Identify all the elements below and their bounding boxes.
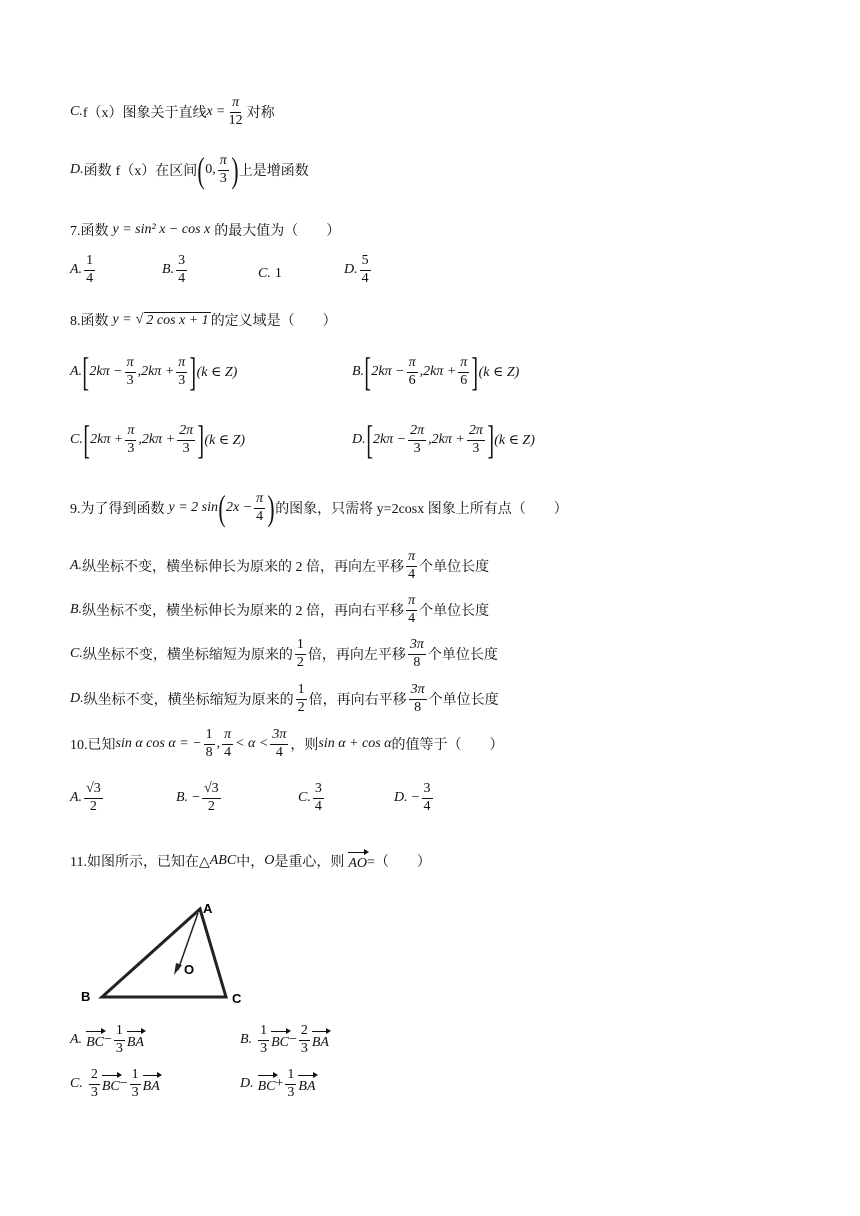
fraction-numerator: π xyxy=(230,96,241,113)
math-text: A. xyxy=(70,1032,83,1048)
fraction xyxy=(299,1024,310,1056)
math-text: 个单位长度 xyxy=(419,604,490,620)
q11-option-a xyxy=(70,1024,144,1056)
bracket: ] xyxy=(189,349,197,394)
fraction-denominator: 12 xyxy=(228,112,243,128)
math-text: (k ∈ Z) xyxy=(478,364,520,380)
q9-option-c xyxy=(70,638,498,670)
vector: BA xyxy=(312,1029,329,1051)
fraction xyxy=(467,424,485,456)
paren: ) xyxy=(267,488,275,528)
q7-stem xyxy=(70,220,340,240)
fraction-numerator: 1 xyxy=(258,1024,269,1041)
option-text: 函数 xyxy=(83,164,112,179)
stem-text: 8.函数 xyxy=(70,314,109,329)
math-text: (k ∈ Z) xyxy=(494,432,535,448)
fraction-numerator: 2 xyxy=(299,1024,310,1041)
fraction-denominator: 3 xyxy=(219,170,227,186)
fraction xyxy=(422,782,433,814)
fraction xyxy=(84,254,95,286)
math-text: 2kπ − xyxy=(89,364,123,379)
fraction-denominator: 3 xyxy=(413,440,421,456)
math-text: − xyxy=(103,1032,112,1048)
vector: BC xyxy=(86,1029,104,1051)
q9-stem xyxy=(70,490,568,526)
fraction-numerator: 1 xyxy=(84,254,95,271)
stem-text: 10.已知 xyxy=(70,738,116,754)
fraction-denominator: 3 xyxy=(300,1040,308,1056)
paren-left: ( xyxy=(197,150,205,190)
math-text: C. xyxy=(258,266,271,281)
option-text: f（x）图象关于直线 xyxy=(82,106,207,122)
math-text: A. xyxy=(70,790,83,806)
fraction xyxy=(313,782,324,814)
math-text: 纵坐标不变，横坐标缩短为原来的 xyxy=(83,693,294,709)
bracket: ] xyxy=(487,417,494,462)
fraction xyxy=(295,638,306,670)
math-text: B. xyxy=(162,262,175,278)
math-text: < α < xyxy=(235,736,269,752)
fraction-denominator: 3 xyxy=(115,1040,123,1056)
q11-option-d xyxy=(240,1068,316,1100)
fraction-denominator: 2 xyxy=(297,699,305,715)
fraction-denominator: 2 xyxy=(207,798,215,814)
fraction-denominator: 8 xyxy=(414,699,422,715)
fraction-denominator: 3 xyxy=(287,1084,295,1100)
fraction xyxy=(222,728,233,760)
fraction-denominator: 2 xyxy=(296,654,304,670)
expression-y: y = xyxy=(112,312,132,327)
stem-text: 11.如图所示，已知在△ xyxy=(70,855,210,870)
math-text: 个单位长度 xyxy=(427,648,498,664)
expression-inner: 2x − xyxy=(226,500,253,515)
fraction-numerator: π xyxy=(406,594,417,611)
fraction xyxy=(125,424,136,456)
q6-option-c xyxy=(70,96,275,128)
label-b: B xyxy=(81,989,91,1004)
fraction xyxy=(407,356,418,388)
bracket: [ xyxy=(364,349,372,394)
q7-option-b xyxy=(162,254,189,286)
bracket: [ xyxy=(365,417,373,462)
stem-text: 7.函数 xyxy=(70,224,109,239)
fraction-denominator: 4 xyxy=(423,798,431,814)
math-text: B. xyxy=(176,790,189,806)
fraction-numerator: π xyxy=(458,356,469,373)
fraction-denominator: 4 xyxy=(314,798,322,814)
vector: BA xyxy=(298,1073,315,1095)
fraction-numerator: π xyxy=(176,356,187,373)
math-text: O xyxy=(264,853,275,868)
q10-option-d xyxy=(394,782,435,814)
q7-option-c xyxy=(258,266,282,282)
fraction-numerator: √3 xyxy=(202,782,221,799)
paren: ( xyxy=(218,488,226,528)
fraction xyxy=(125,356,136,388)
fraction xyxy=(360,254,371,286)
fraction xyxy=(218,154,229,186)
triangle-figure xyxy=(70,895,260,1010)
math-text: B. xyxy=(240,1032,253,1048)
expression: y = sin² x − cos x xyxy=(112,222,211,237)
math-text: 2kπ + xyxy=(90,432,124,447)
fraction xyxy=(89,1068,100,1100)
fraction-denominator: 3 xyxy=(131,1084,139,1100)
fraction-numerator: 1 xyxy=(130,1068,141,1085)
q9-option-d xyxy=(70,683,499,715)
math-text: ,2kπ + xyxy=(137,364,175,379)
math-text: 中， xyxy=(236,855,265,870)
stem-text-post: 的图象，只需将 y=2cosx 图象上所有点（ ） xyxy=(275,502,568,517)
math-text: − xyxy=(119,1076,128,1092)
fraction-numerator: 2 xyxy=(89,1068,100,1085)
math-text: D. xyxy=(394,790,408,806)
fraction xyxy=(204,728,215,760)
fraction-denominator: 8 xyxy=(205,744,213,760)
option-text-post: 上是增函数 xyxy=(238,164,309,179)
expression: sin α cos α = − xyxy=(115,736,202,752)
fraction xyxy=(408,424,426,456)
math-text: (k ∈ Z) xyxy=(196,364,238,380)
fraction-denominator: 4 xyxy=(256,508,264,524)
fraction xyxy=(177,424,195,456)
q10-option-a xyxy=(70,782,105,814)
math-text: 个单位长度 xyxy=(419,560,490,576)
fraction xyxy=(176,254,187,286)
fraction-numerator: 2π xyxy=(467,424,485,441)
math-text: C. xyxy=(298,790,311,806)
fraction xyxy=(458,356,469,388)
triangle-abc xyxy=(102,909,226,997)
math-text: ,2kπ + xyxy=(428,432,465,447)
fraction xyxy=(406,594,417,626)
fraction-numerator: 2π xyxy=(177,424,195,441)
math-text: A. xyxy=(70,364,83,379)
fraction-denominator: 3 xyxy=(127,440,135,456)
bracket: ] xyxy=(471,349,479,394)
math-text: 纵坐标不变，横坐标缩短为原来的 xyxy=(82,648,293,664)
fraction-numerator: 1 xyxy=(285,1068,296,1085)
q9-option-a xyxy=(70,550,489,582)
sqrt-content: 2 cos x + 1 xyxy=(146,312,209,328)
fraction-numerator: 3π xyxy=(409,683,427,700)
option-letter: D. xyxy=(70,162,84,177)
fraction-denominator: 3 xyxy=(126,372,134,388)
fraction-denominator: 4 xyxy=(86,270,94,286)
fraction-denominator: 4 xyxy=(408,566,416,582)
fraction-numerator: 1 xyxy=(295,638,306,655)
stem-text-post: 的最大值为（ ） xyxy=(214,224,341,239)
q9-option-b xyxy=(70,594,489,626)
fraction-numerator: 3 xyxy=(422,782,433,799)
math-text: − xyxy=(192,790,200,806)
bracket: ] xyxy=(197,417,205,462)
math-text: ,2kπ + xyxy=(419,364,457,379)
equals: = xyxy=(216,104,225,120)
math-text: ABC xyxy=(209,853,237,868)
math-text: A. xyxy=(70,558,83,574)
option-text-fx: f（x）在区间 xyxy=(115,164,198,179)
math-text: 倍，再向左平移 xyxy=(307,648,406,664)
fraction xyxy=(270,728,288,760)
math-text: 倍，再向右平移 xyxy=(308,693,407,709)
q8-stem xyxy=(70,310,337,330)
q10-option-b xyxy=(176,782,223,814)
fraction-denominator: 4 xyxy=(408,610,416,626)
fraction xyxy=(114,1024,125,1056)
math-text: 是重心，则 xyxy=(274,855,345,870)
option-letter: C. xyxy=(70,104,83,120)
fraction xyxy=(84,782,103,814)
fraction xyxy=(176,356,187,388)
fraction-numerator: π xyxy=(125,356,136,373)
q7-option-a xyxy=(70,254,97,286)
fraction-numerator: 1 xyxy=(204,728,215,745)
math-text: 2kπ − xyxy=(371,364,405,379)
fraction-denominator: 4 xyxy=(178,270,186,286)
math-text: , xyxy=(216,736,221,752)
math-text: ,2kπ + xyxy=(138,432,176,447)
fraction xyxy=(130,1068,141,1100)
math-text: ，则 xyxy=(290,738,319,754)
fraction-denominator: 3 xyxy=(178,372,186,388)
option-text-post: 对称 xyxy=(246,106,275,122)
q6-option-d xyxy=(70,152,309,188)
math-text: =（ ） xyxy=(367,855,431,870)
vector: BA xyxy=(143,1073,160,1095)
fraction-numerator: 3 xyxy=(313,782,324,799)
label-c: C xyxy=(232,991,242,1006)
bracket: [ xyxy=(82,349,90,394)
q11-option-c xyxy=(70,1068,160,1100)
var-x: x xyxy=(206,104,213,120)
fraction-denominator: 6 xyxy=(408,372,416,388)
q8-option-c xyxy=(70,417,246,462)
fraction xyxy=(285,1068,296,1100)
arrow-head xyxy=(174,963,182,975)
fraction-numerator: 1 xyxy=(114,1024,125,1041)
fraction xyxy=(258,1024,269,1056)
vector: BA xyxy=(127,1029,144,1051)
vector: BC xyxy=(102,1073,120,1095)
vector: BC xyxy=(271,1029,289,1051)
vector-ao: AO xyxy=(348,850,367,872)
interval-zero: 0, xyxy=(205,162,216,177)
fraction xyxy=(409,683,427,715)
fraction-denominator: 3 xyxy=(472,440,480,456)
fraction-denominator: 6 xyxy=(460,372,468,388)
math-text: D. xyxy=(344,262,358,278)
math-text: 的值等于（ ） xyxy=(391,738,504,754)
label-o: O xyxy=(184,962,195,977)
fraction-numerator: 1 xyxy=(296,683,307,700)
expression: y = 2 sin xyxy=(168,500,218,515)
fraction xyxy=(406,550,417,582)
math-text: B. xyxy=(70,602,83,618)
q10-option-c xyxy=(298,782,326,814)
stem-text-post: 的定义域是（ ） xyxy=(210,314,337,329)
fraction-numerator: 5 xyxy=(360,254,371,271)
q8-option-a xyxy=(70,349,238,394)
fraction-denominator: 3 xyxy=(90,1084,98,1100)
math-text: 纵坐标不变，横坐标伸长为原来的 2 倍，再向右平移 xyxy=(82,604,405,620)
fraction-numerator: π xyxy=(254,492,265,509)
q11-stem xyxy=(70,850,431,872)
bracket: [ xyxy=(83,417,90,462)
math-text: C. xyxy=(70,432,83,447)
math-text: + xyxy=(275,1076,284,1092)
fraction xyxy=(296,683,307,715)
fraction-denominator: 4 xyxy=(224,744,232,760)
fraction xyxy=(408,638,426,670)
fraction xyxy=(227,96,245,128)
fraction-denominator: 4 xyxy=(275,744,283,760)
fraction-numerator: π xyxy=(218,154,229,171)
q8-option-d xyxy=(352,417,535,462)
fraction-numerator: √3 xyxy=(84,782,103,799)
q10-stem xyxy=(70,728,504,760)
fraction-denominator: 8 xyxy=(413,654,421,670)
math-text: C. xyxy=(70,1076,83,1092)
fraction xyxy=(254,492,265,524)
fraction-numerator: 3π xyxy=(270,728,288,745)
math-text: A. xyxy=(70,262,83,278)
paren-right: ) xyxy=(231,150,239,190)
math-text: 纵坐标不变，横坐标伸长为原来的 2 倍，再向左平移 xyxy=(82,560,405,576)
math-text: (k ∈ Z) xyxy=(204,432,246,448)
q7-option-d xyxy=(344,254,373,286)
math-text: C. xyxy=(70,646,83,662)
stem-text: 9.为了得到函数 xyxy=(70,502,165,517)
math-text: − xyxy=(288,1032,297,1048)
fraction-numerator: 3π xyxy=(408,638,426,655)
sqrt-sign: √ xyxy=(135,312,144,327)
q11-option-b xyxy=(240,1024,329,1056)
fraction-numerator: 3 xyxy=(176,254,187,271)
math-text: 1 xyxy=(274,266,282,281)
math-text: 2kπ − xyxy=(372,432,407,447)
math-text: 个单位长度 xyxy=(428,693,499,709)
expression-2: sin α + cos α xyxy=(318,736,392,752)
fraction-denominator: 2 xyxy=(89,798,97,814)
fraction-denominator: 3 xyxy=(260,1040,268,1056)
label-a: A xyxy=(203,901,213,916)
vector: BC xyxy=(258,1073,276,1095)
fraction-denominator: 3 xyxy=(182,440,190,456)
math-text: D. xyxy=(70,691,84,707)
fraction-numerator: π xyxy=(407,356,418,373)
fraction-denominator: 4 xyxy=(361,270,369,286)
math-text: D. xyxy=(352,432,366,447)
math-text: D. xyxy=(240,1076,254,1092)
fraction-numerator: π xyxy=(222,728,233,745)
math-text: − xyxy=(411,790,420,806)
fraction-numerator: 2π xyxy=(408,424,426,441)
fraction xyxy=(202,782,221,814)
q8-option-b xyxy=(352,349,520,394)
math-text: B. xyxy=(352,364,365,379)
fraction-numerator: π xyxy=(125,424,136,441)
fraction-numerator: π xyxy=(406,550,417,567)
